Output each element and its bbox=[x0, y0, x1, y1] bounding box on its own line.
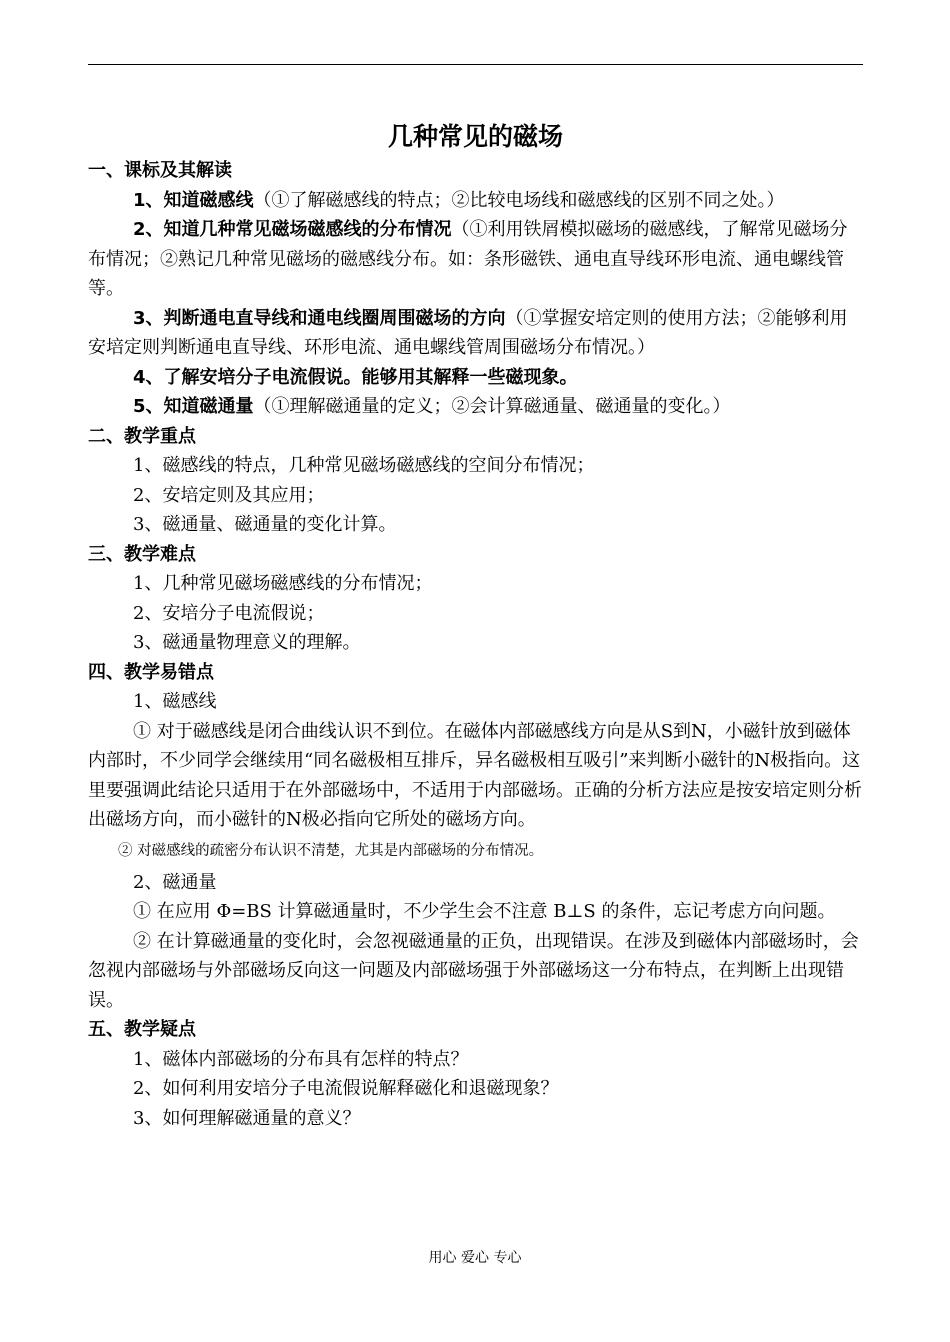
section-heading-4: 四、教学易错点 bbox=[88, 661, 214, 683]
error-subheading-1: 1、磁感线 bbox=[133, 691, 217, 712]
page-footer: 用心 爱心 专心 bbox=[428, 1250, 522, 1266]
doubt-1: 1、磁体内部磁场的分布具有怎样的特点？ bbox=[133, 1048, 469, 1070]
doubt-2: 2、如何利用安培分子电流假说解释磁化和退磁现象？ bbox=[133, 1078, 559, 1099]
header-rule bbox=[88, 64, 863, 65]
key-point-3: 3、磁通量、磁通量的变化计算。 bbox=[133, 514, 397, 535]
error-paragraph-3: ① 在应用 Φ=BS 计算磁通量时，不少学生会不注意 B⊥S 的条件，忘记考虑方向问题。 bbox=[133, 901, 836, 922]
section-heading-1: 一、课标及其解读 bbox=[88, 160, 232, 181]
difficulty-2: 2、安培分子电流假说； bbox=[133, 602, 325, 624]
standard-item-2: 2、知道几种常见磁场磁感线的分布情况（①利用铁屑模拟磁场的磁感线，了解常见磁场分布情况；②熟记几种常见磁场的磁感线分布。如：条形磁铁、通电直导线环形电流、通电螺线管等。 bbox=[88, 219, 848, 299]
section-heading-3: 三、教学难点 bbox=[88, 543, 196, 565]
error-paragraph-4: ② 在计算磁通量的变化时，会忽视磁通量的正负，出现错误。在涉及到磁体内部磁场时，会忽视内部磁场与外部磁场反向这一问题及内部磁场强于外部磁场这一分布特点，在判断上出现错误。 bbox=[88, 930, 859, 1011]
document-title: 几种常见的磁场 bbox=[387, 122, 563, 151]
standard-item-4: 4、了解安培分子电流假说。能够用其解释一些磁现象。 bbox=[133, 366, 578, 388]
section-heading-2: 二、教学重点 bbox=[88, 425, 196, 447]
doubt-3: 3、如何理解磁通量的意义？ bbox=[133, 1107, 361, 1129]
difficulty-3: 3、磁通量物理意义的理解。 bbox=[133, 632, 361, 653]
standard-item-1: 1、知道磁感线（①了解磁感线的特点；②比较电场线和磁感线的区别不同之处。） bbox=[133, 189, 785, 211]
difficulty-1: 1、几种常见磁场磁感线的分布情况； bbox=[133, 573, 433, 594]
key-point-1: 1、磁感线的特点，几种常见磁场磁感线的空间分布情况； bbox=[133, 455, 595, 476]
error-paragraph-1: ① 对于磁感线是闭合曲线认识不到位。在磁体内部磁感线方向是从S到N，小磁针放到磁体内部时，不少同学会继续用“同名磁极相互排斥，异名磁极相互吸引”来判断小磁针的N极指向。这里要强调此结论只适用于在外部磁场中，不适用于内部磁场。正确的分析方法应是按安培定则分析出磁场方向，而小磁针的N极必指向它所处的磁场方向。 bbox=[88, 720, 862, 830]
section-heading-5: 五、教学疑点 bbox=[88, 1019, 196, 1040]
key-point-2: 2、安培定则及其应用； bbox=[133, 484, 325, 506]
error-subheading-2: 2、磁通量 bbox=[133, 871, 217, 893]
standard-item-5: 5、知道磁通量（①理解磁通量的定义；②会计算磁通量、磁通量的变化。） bbox=[133, 396, 731, 417]
error-paragraph-2: ② 对磁感线的疏密分布认识不清楚，尤其是内部磁场的分布情况。 bbox=[118, 842, 544, 859]
document-body bbox=[88, 118, 863, 1133]
standard-item-3: 3、判断通电直导线和通电线圈周围磁场的方向（①掌握安培定则的使用方法；②能够利用安培定则判断通电直导线、环形电流、通电螺线管周围磁场分布情况。） bbox=[88, 307, 848, 358]
